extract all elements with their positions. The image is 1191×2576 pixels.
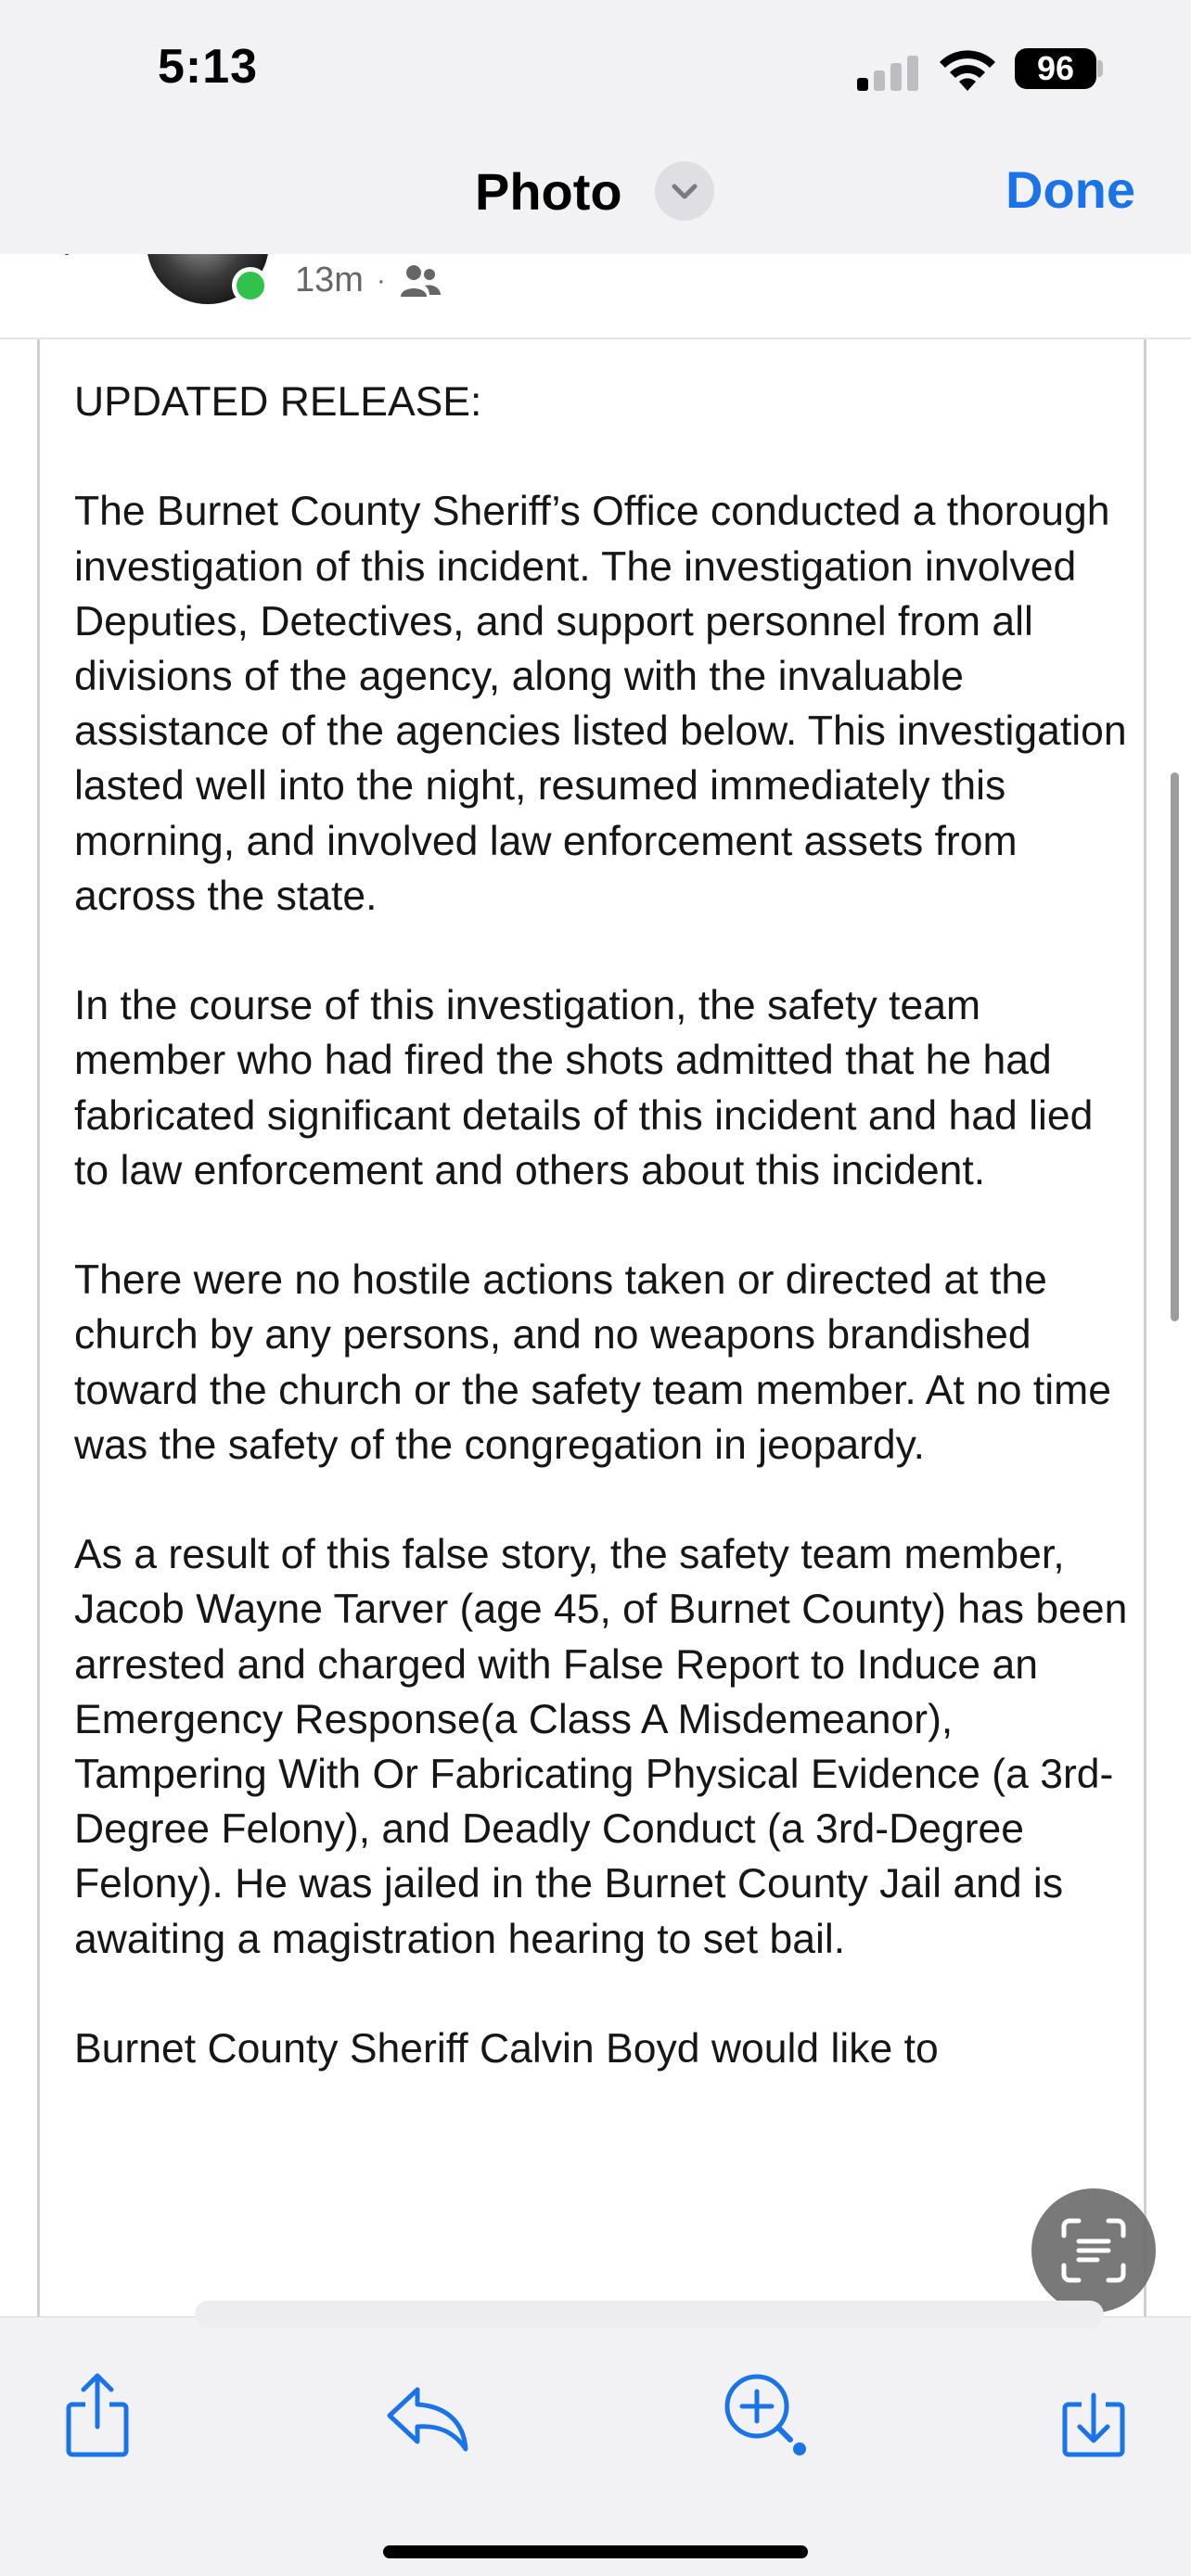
post-meta [295, 258, 442, 303]
cellular-signal-icon [857, 56, 920, 91]
chevron-down-icon[interactable] [655, 161, 714, 221]
share-icon[interactable] [56, 2369, 139, 2462]
status-time: 5:13 [158, 40, 259, 94]
home-indicator[interactable] [383, 2545, 808, 2558]
bottom-toolbar [0, 2316, 1191, 2576]
download-icon[interactable] [1052, 2369, 1135, 2462]
photo-content [0, 254, 1191, 2316]
toolbar-pill [195, 2301, 1104, 2328]
status-bar [0, 0, 1191, 139]
release-heading: UPDATED RELEASE: [74, 379, 482, 425]
zoom-in-icon[interactable] [716, 2369, 809, 2462]
nav-bar [0, 139, 1191, 254]
online-status-icon [232, 267, 269, 304]
release-paragraph: In the course of this investigation, the safety team member who had fired the shots admitted that he had fabricated significant details of this incident and had lied to law enforcement and others about this incident. [74, 983, 1094, 1193]
meta-separator: · [376, 265, 386, 297]
release-paragraph: Burnet County Sheriff Calvin Boyd would like to [74, 2026, 939, 2072]
battery-icon: 96 [1015, 48, 1096, 89]
post-header [0, 254, 1191, 339]
post-time: 13m [295, 261, 364, 300]
wifi-icon [937, 46, 998, 93]
live-text-icon[interactable] [1031, 2188, 1156, 2313]
battery-cap [1097, 60, 1103, 77]
release-paragraph: As a result of this false story, the safety team member, Jacob Wayne Tarver (age 45, of Burnet County) has been arrested and charged with False Report to Induce an Emergency Response(a Class A Misdemeanor), Tampering With Or Fabricating Physical Evidence (a 3rd-Degree Felony), and Deadly Conduct (a 3rd-Degree Felony). He was jailed in the Burnet County Jail and is awaiting a magistration hearing to set bail. [74, 1532, 1128, 1962]
page-title[interactable]: Photo [475, 162, 622, 221]
scrollbar[interactable] [1171, 772, 1179, 1321]
friends-icon [399, 263, 442, 299]
release-paragraph: There were no hostile actions taken or directed at the church by any persons, and no weapons brandished toward the church or the safety team member. At no time was the safety of the congregation in jeopardy. [74, 1257, 1111, 1468]
release-text [74, 375, 1132, 2131]
reply-icon[interactable] [382, 2369, 471, 2462]
release-paragraph: The Burnet County Sheriff’s Office conducted a thorough investigation of this incident. The investigation involved Deputies, Detectives, and support personnel from all divisions of the agency, along with the invaluable assistance of the agencies listed below. This investigation lasted well into the night, resumed immediately this morning, and involved law enforcement assets from across the state. [74, 489, 1127, 919]
done-button[interactable]: Done [1005, 160, 1135, 219]
back-chevron-icon[interactable] [52, 254, 96, 273]
